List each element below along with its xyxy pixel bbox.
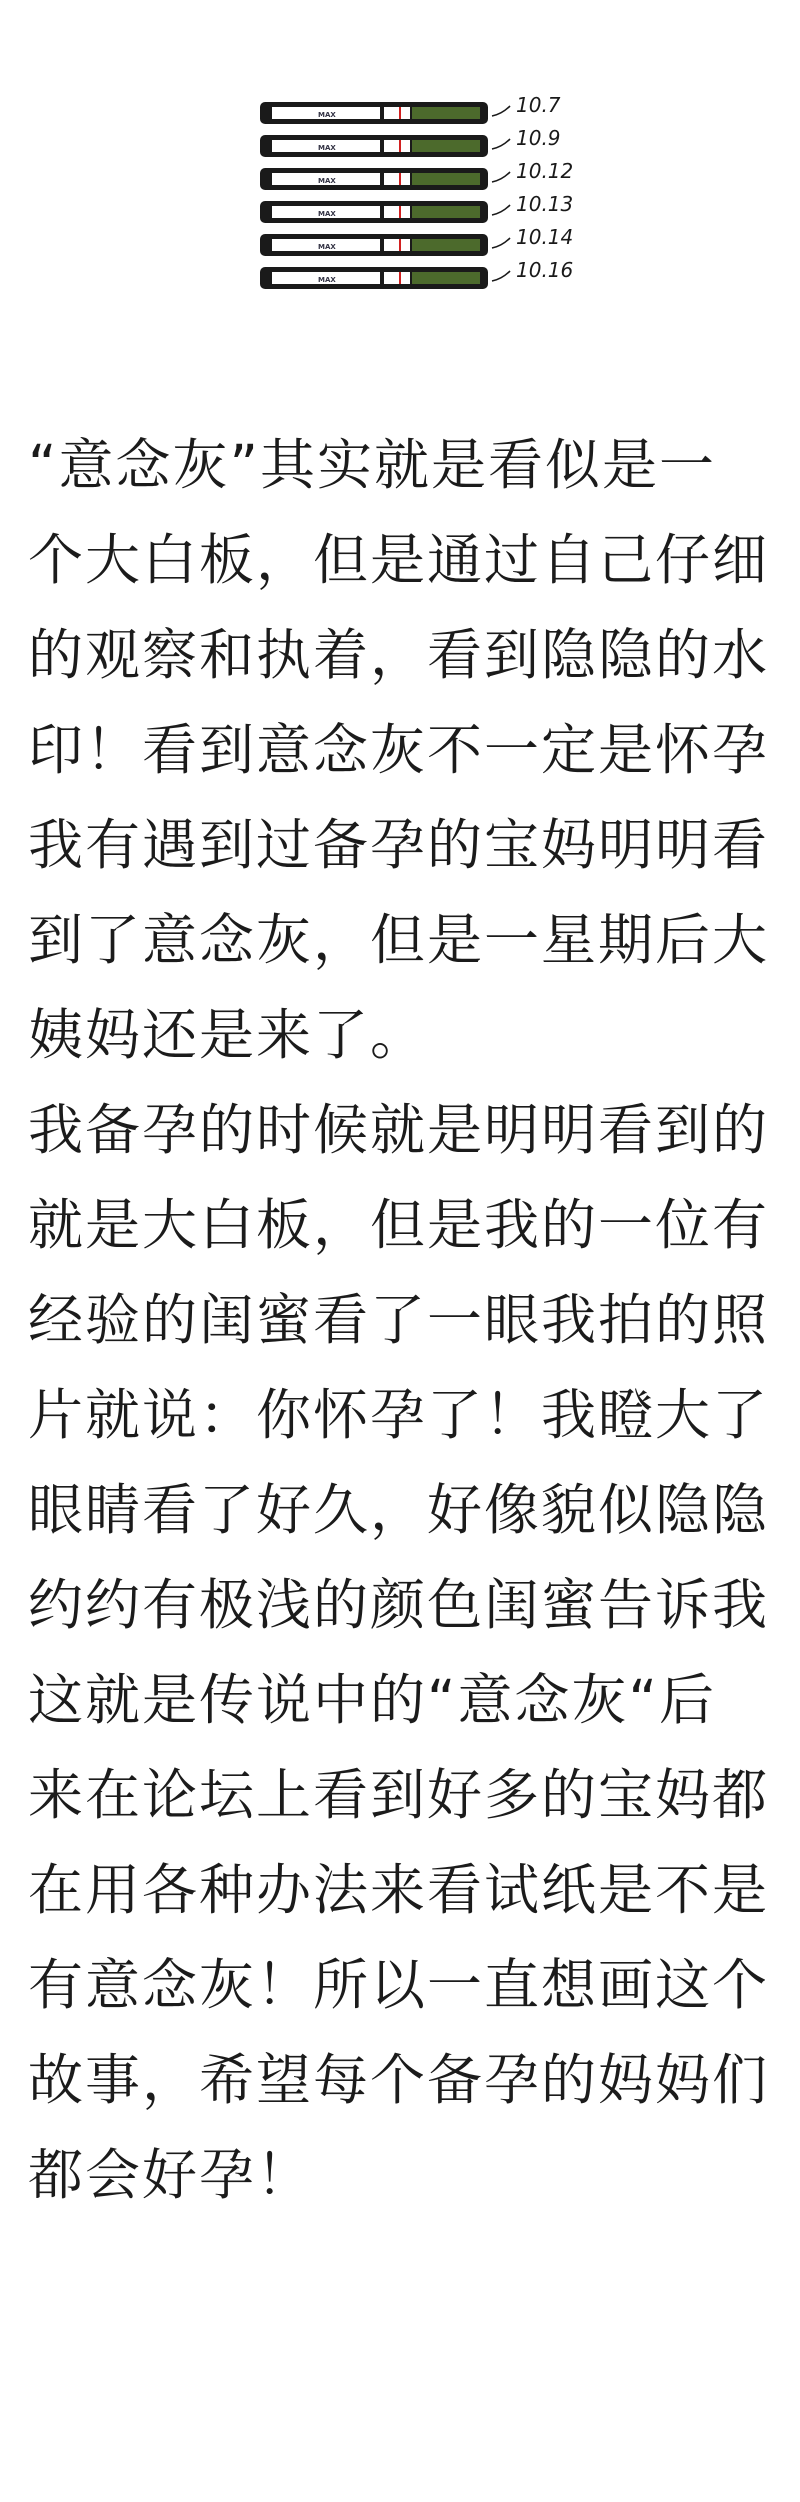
strip-result-window	[384, 107, 410, 119]
test-strip	[260, 225, 573, 256]
text-line: “意念灰”其实就是看似是一	[28, 433, 716, 497]
strip-date-label: 10.7	[516, 93, 561, 117]
text-line: 故事，希望每个备孕的妈妈们	[28, 2048, 770, 2112]
date-pointer	[492, 139, 510, 149]
strip-date-label: 10.14	[516, 225, 574, 249]
strip-absorbent-pad	[412, 239, 480, 251]
strip-absorbent-pad	[412, 272, 480, 284]
text-line: 我备孕的时候就是明明看到的	[28, 1098, 770, 1162]
text-line: 我有遇到过备孕的宝妈明明看	[28, 813, 770, 877]
text-line: 印！看到意念灰不一定是怀孕	[28, 718, 770, 782]
strip-max-label: MAX	[318, 243, 336, 251]
test-strip	[260, 126, 561, 157]
text-line: 姨妈还是来了。	[28, 1003, 428, 1067]
test-strip	[260, 93, 561, 124]
text-line: 这就是传说中的“意念灰“后	[28, 1668, 716, 1732]
strip-date-label: 10.12	[516, 159, 574, 183]
strip-date-label: 10.13	[516, 192, 574, 216]
test-strip	[260, 159, 573, 190]
strip-max-label: MAX	[318, 144, 336, 152]
strip-result-window	[384, 206, 410, 218]
strip-date-label: 10.9	[516, 126, 561, 150]
text-line: 片就说：你怀孕了！我瞪大了	[28, 1383, 770, 1447]
strip-max-label: MAX	[318, 177, 336, 185]
text-line: 都会好孕！	[28, 2143, 314, 2207]
date-pointer	[492, 106, 510, 116]
text-line: 到了意念灰，但是一星期后大	[28, 908, 770, 972]
test-strip	[260, 258, 573, 289]
test-strip	[260, 192, 573, 223]
strip-absorbent-pad	[412, 107, 480, 119]
pregnancy-test-strips-illustration	[250, 90, 630, 300]
date-pointer	[492, 271, 510, 281]
text-line: 就是大白板，但是我的一位有	[28, 1193, 770, 1257]
text-line: 来在论坛上看到好多的宝妈都	[28, 1763, 770, 1827]
strip-absorbent-pad	[412, 173, 480, 185]
text-line: 有意念灰！所以一直想画这个	[28, 1953, 770, 2017]
strip-result-window	[384, 239, 410, 251]
strip-date-label: 10.16	[516, 258, 574, 282]
strip-max-label: MAX	[318, 210, 336, 218]
text-line: 在用各种办法来看试纸是不是	[28, 1858, 770, 1922]
strip-absorbent-pad	[412, 140, 480, 152]
article-text	[28, 418, 788, 2223]
strip-max-label: MAX	[318, 111, 336, 119]
text-line: 约约有极浅的颜色闺蜜告诉我	[28, 1573, 770, 1637]
text-line: 眼睛看了好久，好像貌似隐隐	[28, 1478, 770, 1542]
date-pointer	[492, 238, 510, 248]
text-line: 经验的闺蜜看了一眼我拍的照	[28, 1288, 770, 1352]
text-line: 个大白板，但是通过自己仔细	[28, 528, 770, 592]
strip-result-window	[384, 173, 410, 185]
strip-absorbent-pad	[412, 206, 480, 218]
strip-result-window	[384, 140, 410, 152]
text-line: 的观察和执着，看到隐隐的水	[28, 623, 770, 687]
date-pointer	[492, 172, 510, 182]
strip-max-label: MAX	[318, 276, 336, 284]
strip-result-window	[384, 272, 410, 284]
date-pointer	[492, 205, 510, 215]
